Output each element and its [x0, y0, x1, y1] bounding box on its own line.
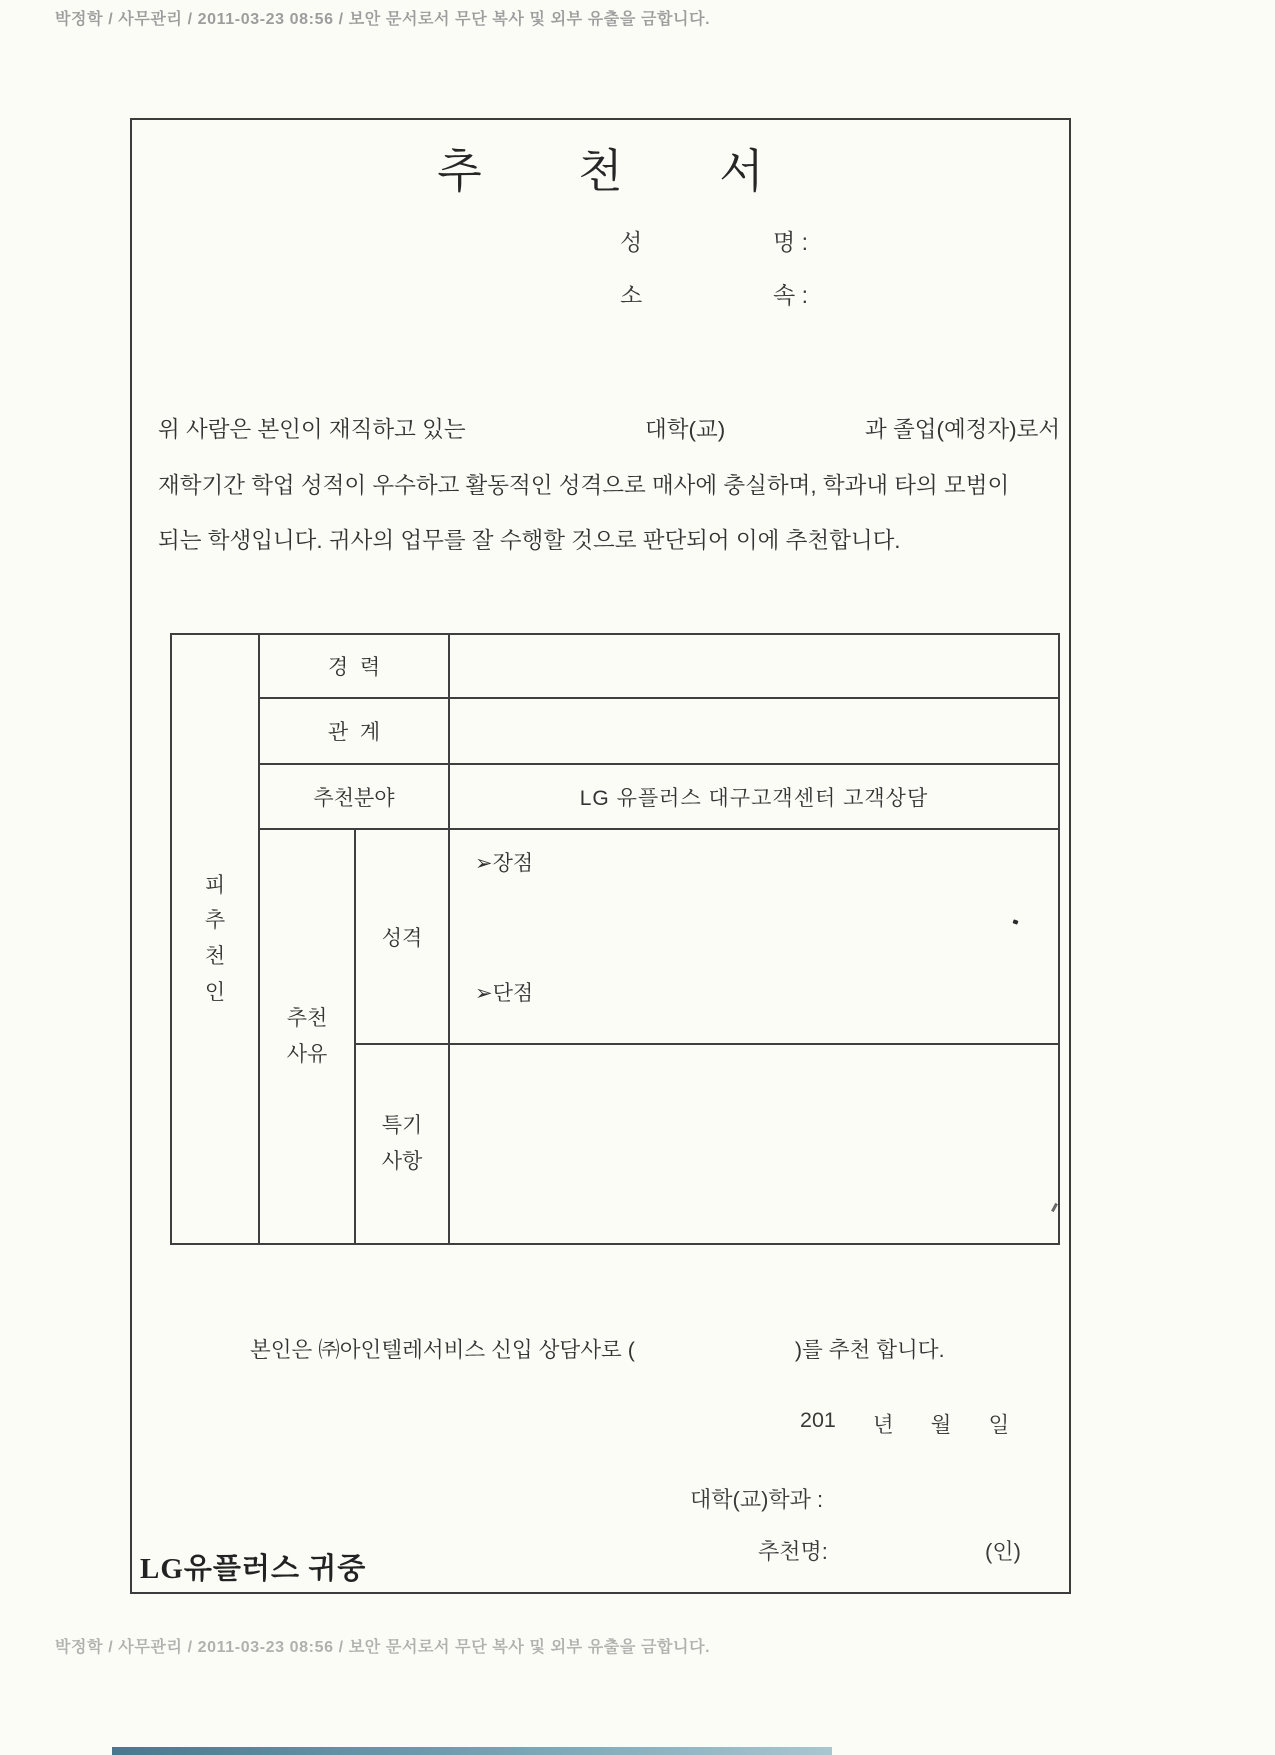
date-year: 201	[800, 1408, 836, 1432]
career-row	[171, 634, 1059, 698]
department-label: 대학(교)학과 :	[690, 1487, 824, 1512]
body-line1-end: 과 졸업(예정자)로서	[865, 417, 1061, 442]
career-value-cell	[449, 634, 1059, 698]
date-line	[800, 1408, 1009, 1439]
body-line2: 재학기간 학업 성적이 우수하고 활동적인 성격으로 매사에 충실하며, 학과내 타의 모범이	[158, 473, 1010, 498]
scan-edge-artifact	[112, 1747, 832, 1755]
strengths-bullet: ➢장점	[475, 852, 534, 875]
notes-label: 특기사항	[381, 1114, 423, 1173]
career-label-cell: 경 력	[259, 634, 449, 698]
body-line1-start: 위 사람은 본인이 재직하고 있는	[158, 417, 466, 442]
personality-value-cell	[449, 829, 1059, 1044]
relation-value-cell	[449, 698, 1059, 764]
relation-label-cell: 관 계	[259, 698, 449, 764]
closing-sentence	[250, 1333, 945, 1364]
date-unit-day: 일	[988, 1413, 1010, 1437]
closing-sentence-prefix: 본인은 ㈜아인텔레서비스 신입 상담사로 (	[250, 1338, 635, 1362]
notes-label-cell	[355, 1044, 449, 1244]
security-watermark-top: 박정학 / 사무관리 / 2011-03-23 08:56 / 보안 문서로서 무단 복사 및 외부 유출을 금합니다.	[55, 11, 711, 28]
recommendee-group-label: 피추천인	[204, 873, 226, 1004]
weaknesses-bullet: ➢단점	[475, 982, 534, 1005]
recommendation-table	[170, 633, 1060, 1245]
closing-sentence-suffix: )를 추천 합니다.	[794, 1338, 945, 1362]
personality-row	[171, 829, 1059, 1044]
affiliation-label-left: 소	[620, 282, 643, 308]
date-unit-year: 년	[872, 1413, 894, 1437]
relation-row	[171, 698, 1059, 764]
body-line1-university-blank: 대학(교)	[645, 417, 726, 442]
name-field-row	[620, 224, 808, 257]
field-value-cell: LG 유플러스 대구고객센터 고객상담	[449, 764, 1059, 829]
addressee: LG유플러스 귀중	[140, 1553, 367, 1585]
notes-value-cell	[449, 1044, 1059, 1244]
name-label-right: 명 :	[773, 229, 808, 255]
affiliation-label-right: 속 :	[773, 282, 808, 308]
body-line3: 되는 학생입니다. 귀사의 업무를 잘 수행할 것으로 판단되어 이에 추천합니다.	[158, 528, 901, 553]
field-label-cell: 추천분야	[259, 764, 449, 829]
reason-label-cell	[259, 829, 355, 1244]
security-watermark-bottom: 박정학 / 사무관리 / 2011-03-23 08:56 / 보안 문서로서 무단 복사 및 외부 유출을 금합니다.	[55, 1639, 711, 1656]
identity-fields	[620, 224, 808, 310]
seal-placeholder: (인)	[985, 1539, 1021, 1564]
personality-label-cell: 성격	[355, 829, 449, 1044]
recommendee-group-cell	[171, 634, 259, 1244]
recommender-name-label: 추천명:	[758, 1539, 828, 1564]
reason-label: 추천사유	[286, 1006, 328, 1066]
name-label-left: 성	[620, 229, 643, 255]
affiliation-field-row	[620, 277, 808, 310]
field-row	[171, 764, 1059, 829]
page-title: 추천서	[437, 145, 861, 197]
date-unit-month: 월	[930, 1413, 952, 1437]
